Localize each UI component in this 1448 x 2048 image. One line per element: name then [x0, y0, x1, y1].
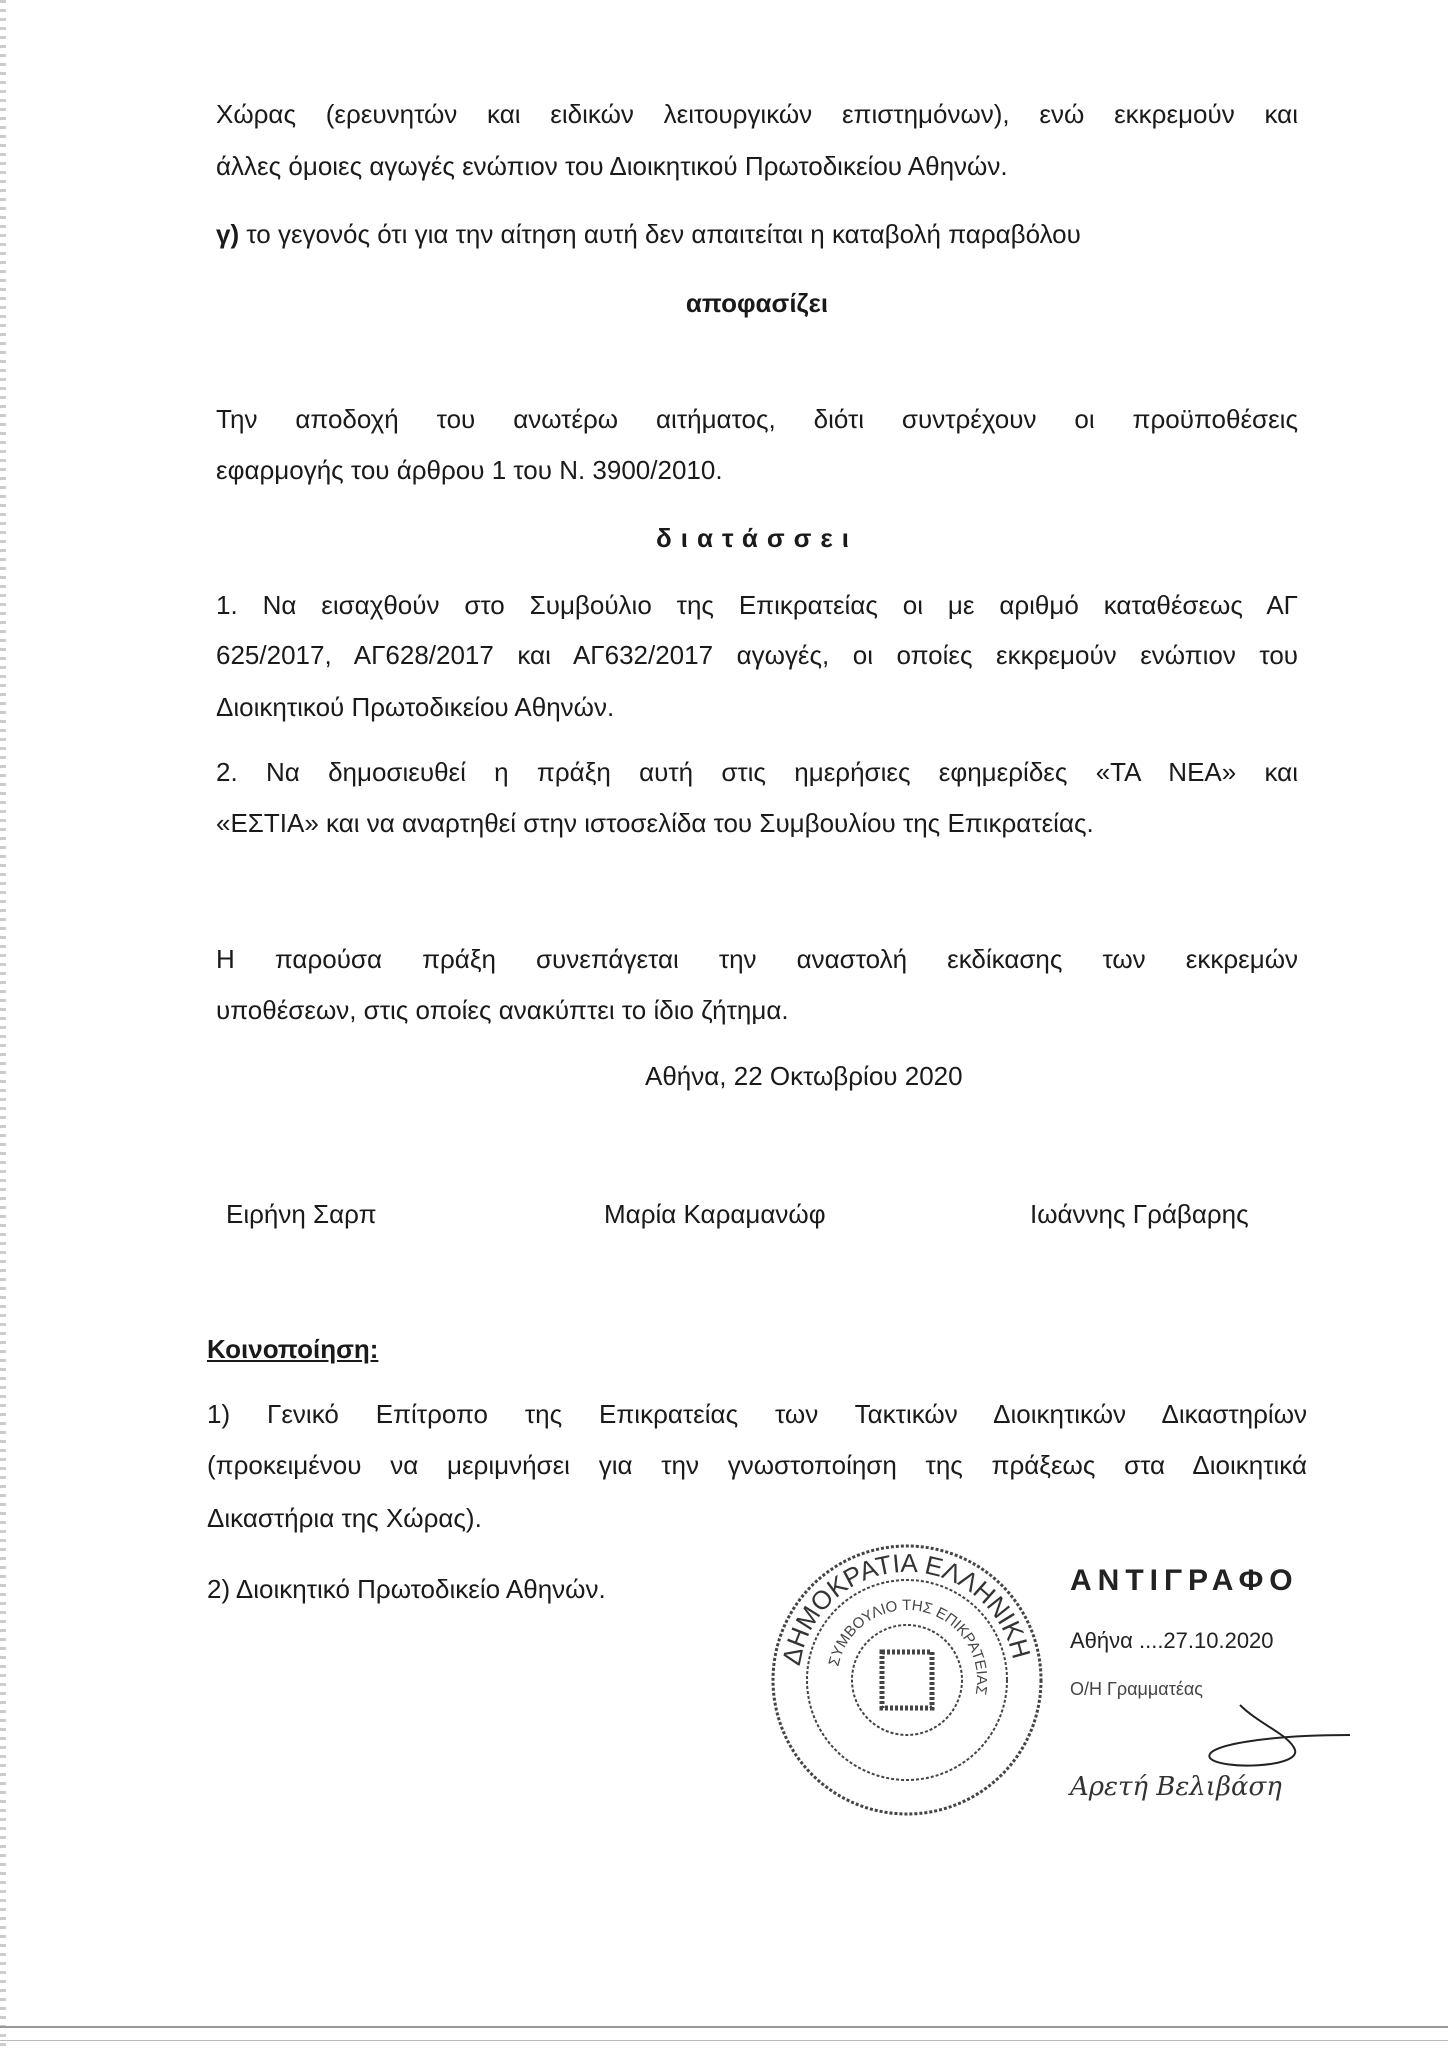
stamp-seal	[773, 1546, 1041, 1814]
page-bottom-rule	[0, 2040, 1448, 2041]
gamma-label: γ)	[216, 219, 240, 249]
signatory-1: Ειρήνη Σαρπ	[226, 1199, 377, 1229]
notification-heading: Κοινοποίηση:	[207, 1334, 379, 1364]
item2-line: «ΕΣΤΙΑ» και να αναρτηθεί στην ιστοσελίδα του Συμβουλίου της Επικρατείας.	[216, 808, 1094, 838]
official-copy-stamp	[770, 1530, 1410, 1830]
paragraph-line: υποθέσεων, στις οποίες ανακύπτει το ίδιο ζήτημα.	[216, 995, 789, 1025]
item1-line: Διοικητικού Πρωτοδικείου Αθηνών.	[216, 692, 615, 722]
page-bottom-rule	[0, 2026, 1448, 2028]
paragraph-line: εφαρμογής του άρθρου 1 του Ν. 3900/2010.	[216, 455, 723, 485]
signatory-2: Μαρία Καραμανώφ	[604, 1199, 826, 1229]
handwritten-signature	[1209, 1705, 1350, 1766]
stamp-outer-text: ΔΗΜΟΚΡΑΤΙΑ ΕΛΛΗΝΙΚΗ	[776, 1547, 1037, 1668]
scan-edge	[0, 0, 6, 2048]
item1-line: 1. Να εισαχθούν στο Συμβούλιο της Επικρατείας οι με αριθμό καταθέσεως ΑΓ	[216, 590, 1298, 620]
stamp-signer: Αρετή Βελιβάση	[1070, 1772, 1282, 1802]
gamma-text: το γεγονός ότι για την αίτηση αυτή δεν απαιτείται η καταβολή παραβόλου	[246, 219, 1081, 249]
notify1-line: Δικαστήρια της Χώρας).	[207, 1503, 482, 1533]
stamp-inner-text: ΣΥΜΒΟΥΛΙΟ ΤΗΣ ΕΠΙΚΡΑΤΕΙΑΣ	[825, 1596, 990, 1696]
item1-line: 625/2017, ΑΓ628/2017 και ΑΓ632/2017 αγωγές, οι οποίες εκκρεμούν ενώπιον του	[216, 640, 1298, 670]
notify1-line: 1) Γενικό Επίτροπο της Επικρατείας των Τακτικών Διοικητικών Δικαστηρίων	[207, 1399, 1307, 1429]
stamp-secretary: Ο/Η Γραμματέας	[1070, 1679, 1203, 1699]
date-place: Αθήνα, 22 Οκτωβρίου 2020	[645, 1061, 963, 1091]
paragraph-line: Την αποδοχή του ανωτέρω αιτήματος, διότι συντρέχουν οι προϋποθέσεις	[216, 404, 1298, 434]
notify2-line: 2) Διοικητικό Πρωτοδικείο Αθηνών.	[207, 1574, 606, 1604]
paragraph-line: Χώρας (ερευνητών και ειδικών λειτουργικών επιστημόνων), ενώ εκκρεμούν και	[216, 99, 1298, 129]
paragraph-line: άλλες όμοιες αγωγές ενώπιον του Διοικητικού Πρωτοδικείου Αθηνών.	[216, 151, 1008, 181]
paragraph-line: Η παρούσα πράξη συνεπάγεται την αναστολή εκδίκασης των εκκρεμών	[216, 944, 1298, 974]
item2-line: 2. Να δημοσιευθεί η πράξη αυτή στις ημερήσιες εφημερίδες «ΤΑ ΝΕΑ» και	[216, 757, 1298, 787]
heading-decides: αποφασίζει	[685, 288, 829, 318]
heading-orders: διατάσσει	[656, 523, 858, 553]
stamp-place-date: Αθήνα ....27.10.2020	[1070, 1628, 1274, 1653]
notify1-line: (προκειμένου να μεριμνήσει για την γνωστοποίηση της πράξεως στα Διοικητικά	[207, 1450, 1307, 1480]
signatory-3: Ιωάννης Γράβαρης	[1030, 1199, 1249, 1229]
copy-label: ΑΝΤΙΓΡΑΦΟ	[1070, 1564, 1299, 1597]
gamma-line	[216, 218, 1298, 250]
